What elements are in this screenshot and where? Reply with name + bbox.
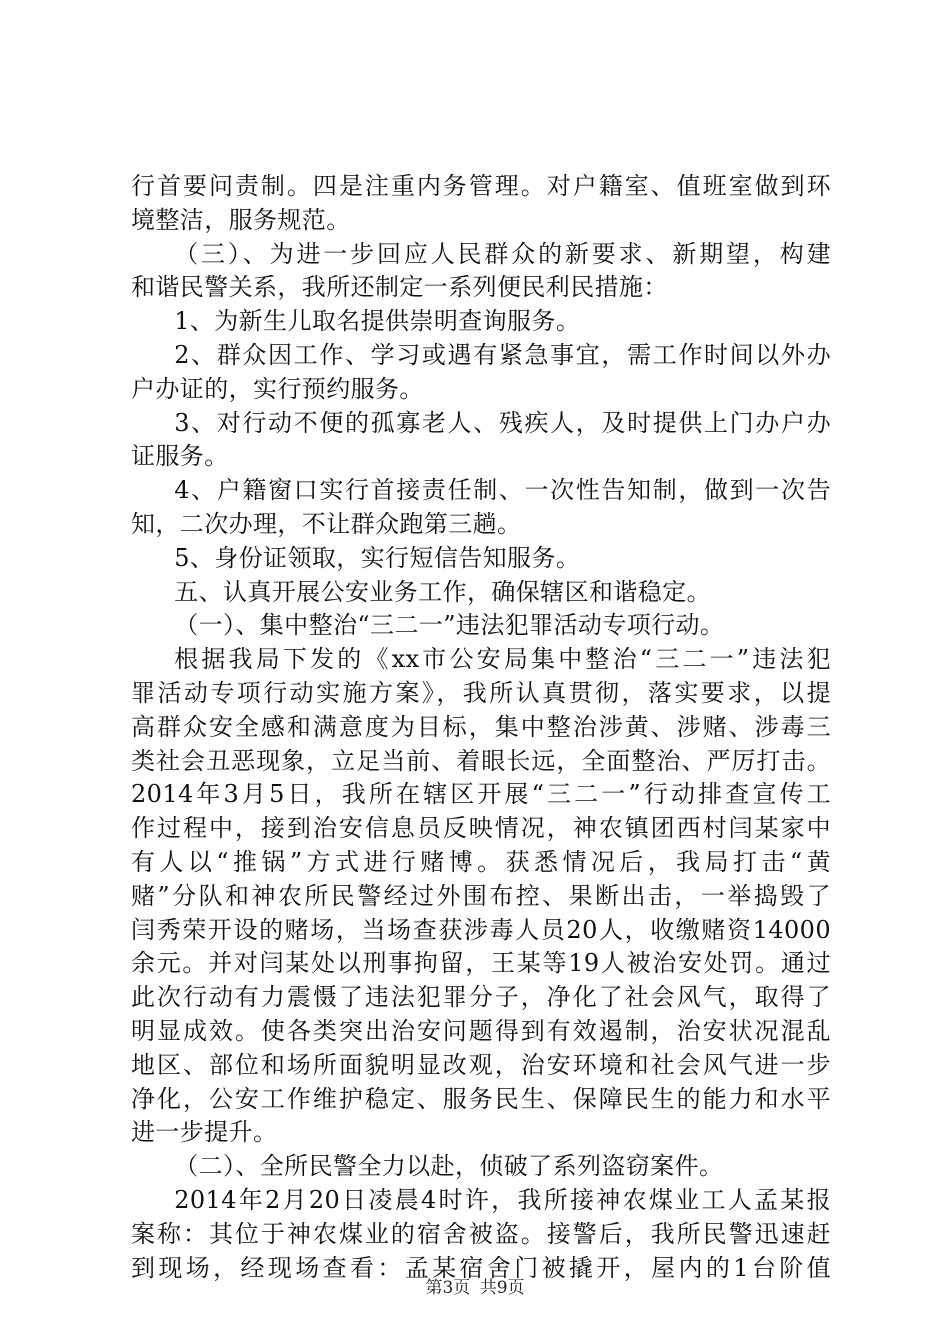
text-line: 赌”分队和神农所民警经过外围布控、果断出击，一举捣毁了: [131, 881, 831, 910]
text-line: 证服务。: [131, 442, 229, 471]
text-line: 2、群众因工作、学习或遇有紧急事宜，需工作时间以外办: [174, 340, 831, 369]
page-footer: [0, 1277, 950, 1299]
text-line: 2014年3月5日，我所在辖区开展“三二一”行动排查宣传工: [131, 780, 831, 809]
text-line: （二）、全所民警全力以赴，侦破了系列盗窃案件。: [174, 1152, 724, 1181]
text-line: 高群众安全感和满意度为目标，集中整治涉黄、涉赌、涉毒三: [131, 712, 831, 741]
text-line: （一）、集中整治“三二一”违法犯罪活动专项行动。: [174, 611, 725, 640]
text-line: 地区、部位和场所面貌明显改观，治安环境和社会风气进一步: [131, 1050, 831, 1079]
text-line: 5、身份证领取，实行短信告知服务。: [174, 543, 581, 572]
text-line: 明显成效。使各类突出治安问题得到有效遏制，治安状况混乱: [131, 1016, 831, 1045]
text-line: 知，二次办理，不让群众跑第三趟。: [131, 509, 522, 538]
text-line: 作过程中，接到治安信息员反映情况，神农镇团西村闫某家中: [131, 814, 831, 843]
text-line: 类社会丑恶现象，立足当前、着眼长远，全面整治、严厉打击。: [131, 746, 831, 775]
text-line: 户办证的，实行预约服务。: [131, 374, 424, 403]
text-line: 到现场，经现场查看：孟某宿舍门被撬开，屋内的1台阶值: [131, 1253, 831, 1282]
text-line: 1、为新生儿取名提供崇明查询服务。: [174, 307, 581, 336]
text-line: 闫秀荣开设的赌场，当场查获涉毒人员20人，收缴赌资14000: [131, 915, 831, 944]
text-line: 罪活动专项行动实施方案》，我所认真贯彻，落实要求，以提: [131, 678, 831, 707]
text-line: 2014年2月20日凌晨4时许，我所接神农煤业工人孟某报: [174, 1185, 831, 1214]
text-line: 案称：其位于神农煤业的宿舍被盗。接警后，我所民警迅速赶: [131, 1219, 831, 1248]
text-line: 五、认真开展公安业务工作，确保辖区和谐稳定。: [174, 577, 711, 606]
text-line: 余元。并对闫某处以刑事拘留，王某等19人被治安处罚。通过: [131, 949, 831, 978]
text-line: 3、对行动不便的孤寡老人、残疾人，及时提供上门办户办: [174, 408, 831, 437]
text-line: 根据我局下发的《xx市公安局集中整治“三二一”违法犯: [174, 645, 831, 674]
text-line: 和谐民警关系，我所还制定一系列便民利民措施：: [131, 273, 668, 302]
text-line: 净化，公安工作维护稳定、服务民生、保障民生的能力和水平: [131, 1084, 831, 1113]
text-line: 有人以“推锅”方式进行赌博。获悉情况后，我局打击“黄: [131, 847, 831, 876]
text-line: 此次行动有力震慑了违法犯罪分子，净化了社会风气，取得了: [131, 983, 831, 1012]
text-line: 进一步提升。: [131, 1118, 278, 1147]
text-line: （三）、为进一步回应人民群众的新要求、新期望，构建: [174, 239, 831, 268]
page-number: 第3页: [425, 1278, 471, 1298]
text-line: 4、户籍窗口实行首接责任制、一次性告知制，做到一次告: [174, 476, 831, 505]
body-text: [131, 170, 831, 1285]
text-line: 境整洁，服务规范。: [131, 205, 351, 234]
text-line: 行首要问责制。四是注重内务管理。对户籍室、值班室做到环: [131, 172, 831, 200]
page-total: 共9页: [479, 1278, 525, 1298]
